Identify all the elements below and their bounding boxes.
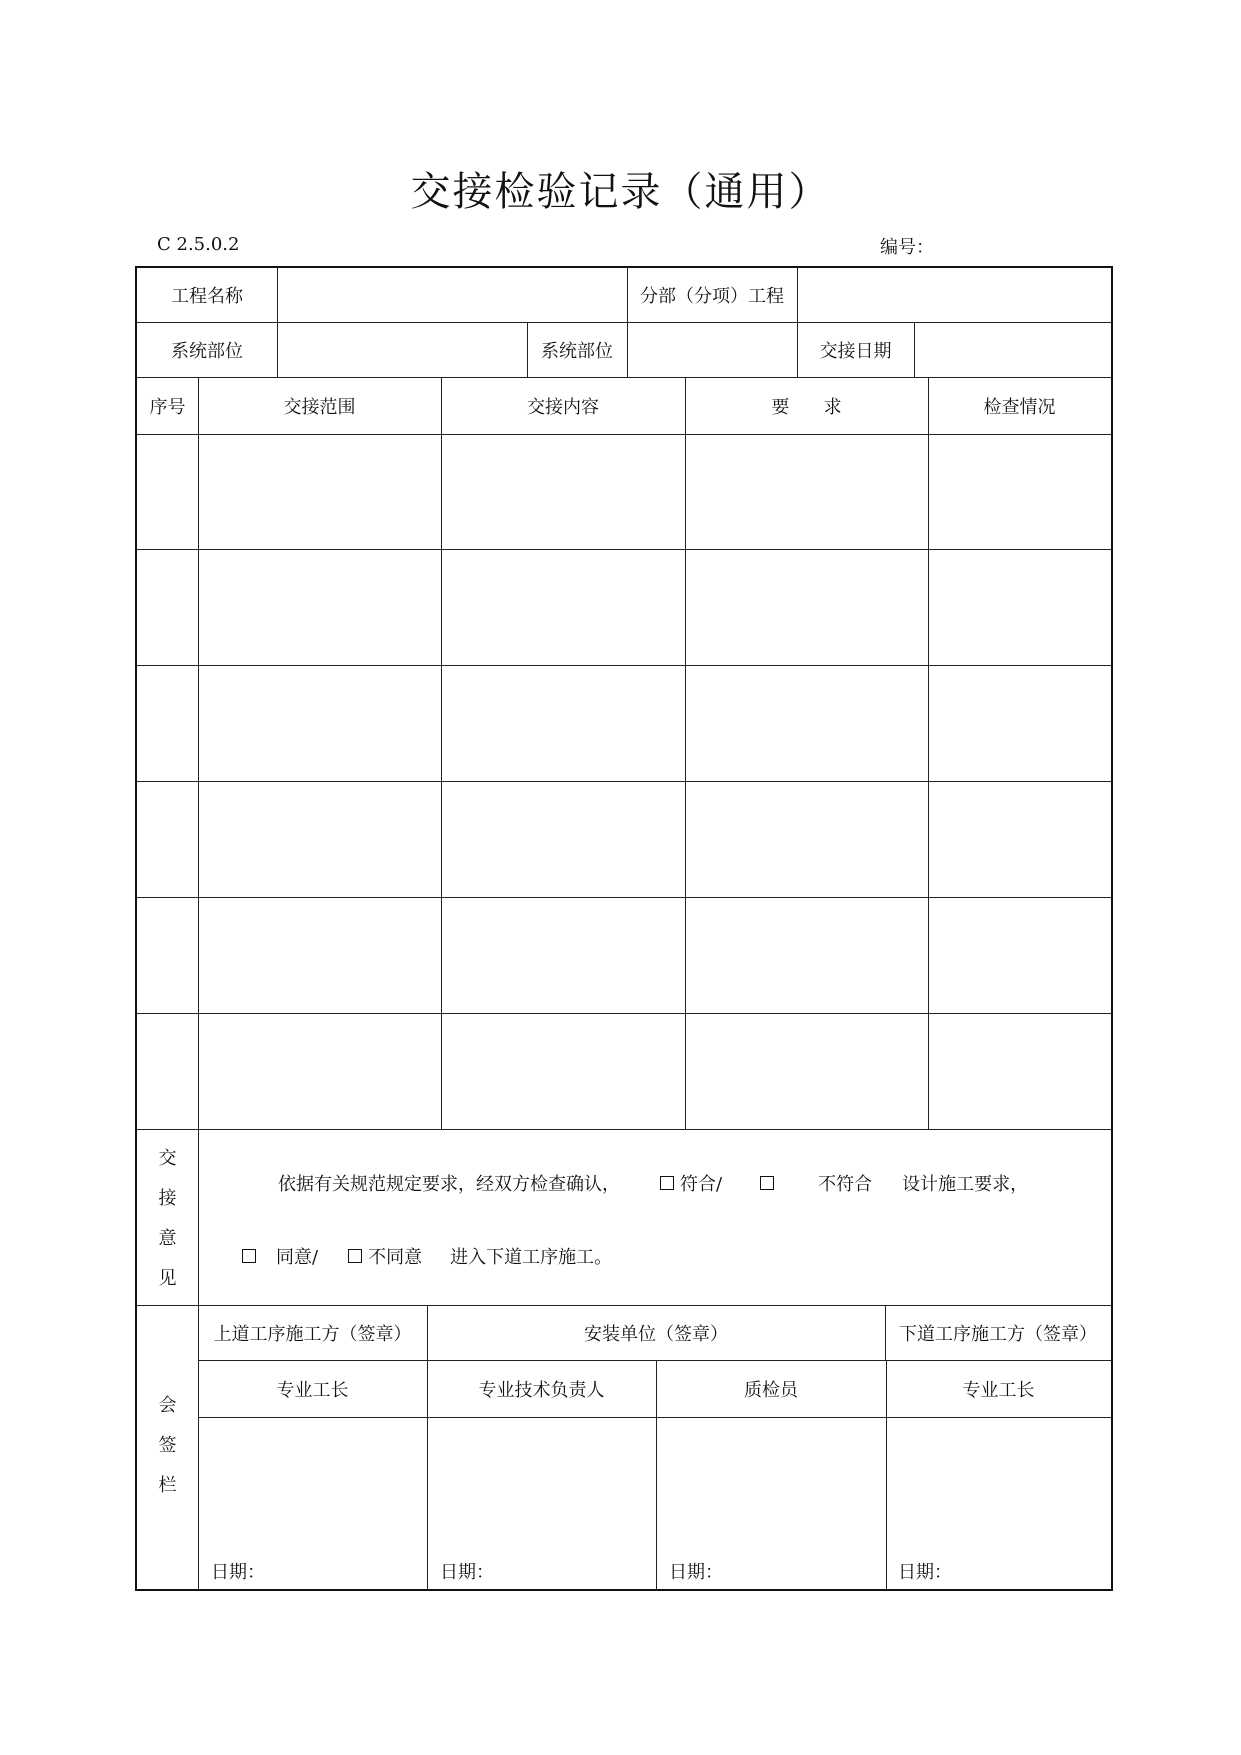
signoff-label-char: 栏 [158,1475,177,1496]
signoff-label [137,1386,198,1506]
handover-date-label: 交接日期 [819,340,892,362]
date-label: 日期： [211,1562,265,1583]
signoff-label-char: 会 [158,1395,177,1416]
design-requirement-text: 设计施工要求， [902,1174,1029,1195]
conform-checkbox[interactable] [660,1176,674,1190]
sub-project-label: 分部（分项）工程 [640,286,784,307]
table-row[interactable] [137,549,1111,665]
table-row[interactable] [137,897,1111,1013]
page-title: 交接检验记录（通用） [410,169,831,215]
table-row[interactable] [137,434,1111,549]
date-label: 日期： [440,1562,494,1583]
system-part-field-2[interactable] [628,322,797,377]
system-part-label-2: 系统部位 [541,340,613,362]
opinion-label [137,1139,198,1299]
column-header-index: 序号 [149,396,186,418]
handover-inspection-form [135,266,1113,1591]
project-name-field[interactable] [278,268,627,322]
role-quality-inspector: 质检员 [744,1379,798,1401]
column-header-inspection: 检查情况 [983,396,1056,418]
sub-project-field[interactable] [798,268,1111,322]
not-conform-label: 不符合 [818,1174,873,1195]
project-name-label: 工程名称 [171,286,243,307]
install-unit-label: 安装单位（签章） [584,1323,728,1345]
not-conform-checkbox[interactable] [760,1176,774,1190]
date-label: 日期： [898,1562,952,1583]
lower-party-label: 下道工序施工方（签章） [899,1323,1097,1345]
table-row[interactable] [137,781,1111,897]
role-technical-lead: 专业技术负责人 [478,1379,605,1401]
opinion-label-char: 接 [158,1188,177,1209]
system-part-field-1[interactable] [278,322,527,377]
disagree-label: 不同意 [368,1247,423,1268]
table-row[interactable] [137,1013,1111,1129]
role-foreman-upper: 专业工长 [276,1379,349,1401]
date-label: 日期： [669,1562,723,1583]
agree-checkbox[interactable] [242,1249,256,1263]
handover-date-field[interactable] [915,322,1111,377]
signoff-label-char: 签 [158,1435,177,1456]
column-header-scope: 交接范围 [283,396,356,418]
form-code: C 2.5.0.2 [157,234,240,255]
opinion-label-char: 见 [158,1268,177,1289]
opinion-line-1 [278,1170,1028,1196]
opinion-line-2 [242,1243,612,1269]
opinion-basis-text: 依据有关规范规定要求，经双方检查确认， [278,1174,620,1195]
serial-number-label: 编号： [880,237,934,258]
agree-label: 同意/ [276,1247,319,1268]
disagree-checkbox[interactable] [348,1249,362,1263]
system-part-label-1: 系统部位 [171,340,243,362]
opinion-label-char: 意 [158,1228,177,1249]
conform-label: 符合/ [680,1174,723,1195]
column-header-requirement: 要 求 [771,396,842,418]
opinion-label-char: 交 [158,1148,177,1169]
column-header-content: 交接内容 [527,396,599,418]
role-foreman-lower: 专业工长 [962,1379,1035,1401]
upper-party-label: 上道工序施工方（签章） [213,1323,412,1345]
next-process-text: 进入下道工序施工。 [450,1247,613,1268]
table-row[interactable] [137,665,1111,781]
